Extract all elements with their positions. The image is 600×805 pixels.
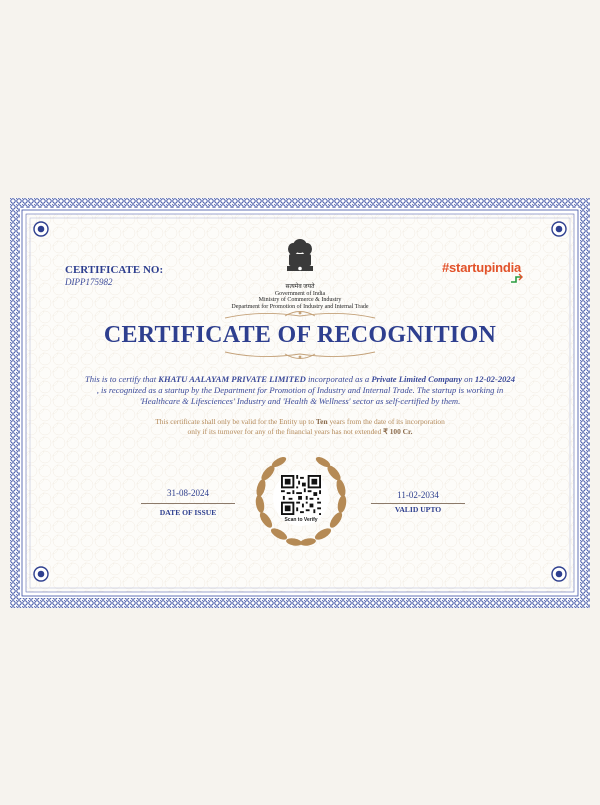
body-on: on [464,374,473,384]
startupindia-arrow-icon [510,273,524,283]
validity-line1-b: years from the date of its incorporation [329,417,445,426]
validity-line2-a: only if its turnover for any of the financial years has not extended [187,427,382,436]
certificate [10,198,590,608]
government-text [200,284,400,310]
scan-to-verify-label: Scan to Verify [284,517,318,523]
issue-date: 31-08-2024 [167,488,209,498]
validity-years: Ten [315,417,328,426]
validity-line1-a: This certificate shall only be valid for the Entity up to [155,417,315,426]
valid-upto-label: VALID UPTO [394,505,442,514]
issue-date-line [141,503,235,504]
incorporation-date: 12-02-2024 [474,374,516,384]
corner-ornament-bl [34,567,48,581]
company-type: Private Limited Company [371,374,463,384]
certificate-title: CERTIFICATE OF RECOGNITION [103,322,497,348]
valid-upto-line [371,503,465,504]
certificate-number-label: CERTIFICATE NO: [65,264,164,276]
startupindia-logo: #startupindia [442,260,522,275]
validity-amount: ₹ 100 Cr. [383,427,413,436]
title-flourish-top [215,308,385,322]
department-line: Department for Promotion of Industry and Internal Trade [231,303,369,310]
valid-upto-date: 11-02-2034 [397,490,439,500]
issue-date-label: DATE OF ISSUE [159,508,217,517]
certificate-number-value: DIPP175982 [65,277,113,287]
body-line-3: 'Healthcare & Lifesciences' Industry and 'Health & Wellness' sector as self-certified by them. [139,396,461,406]
company-name: KHATU AALAYAM PRIVATE LIMITED [158,374,306,384]
title-flourish-bottom [215,348,385,362]
corner-ornament-br [552,567,566,581]
body-prefix: This is to certify that [84,374,157,384]
corner-ornament-tl [34,222,48,236]
gov-motto: सत्यमेव जयते [285,284,315,290]
body-mid: incorporated as a [308,374,370,384]
validity-text [70,417,530,437]
national-emblem-icon [280,236,320,284]
verification-qr-code[interactable] [281,475,321,515]
gov-line: Government of India [274,290,326,297]
certificate-body [50,374,550,407]
ministry-line: Ministry of Commerce & Industry [258,297,342,304]
body-line-2: , is recognized as a startup by the Department for Promotion of Industry and Internal Trade. The startup is working in [96,385,504,395]
corner-ornament-tr [552,222,566,236]
